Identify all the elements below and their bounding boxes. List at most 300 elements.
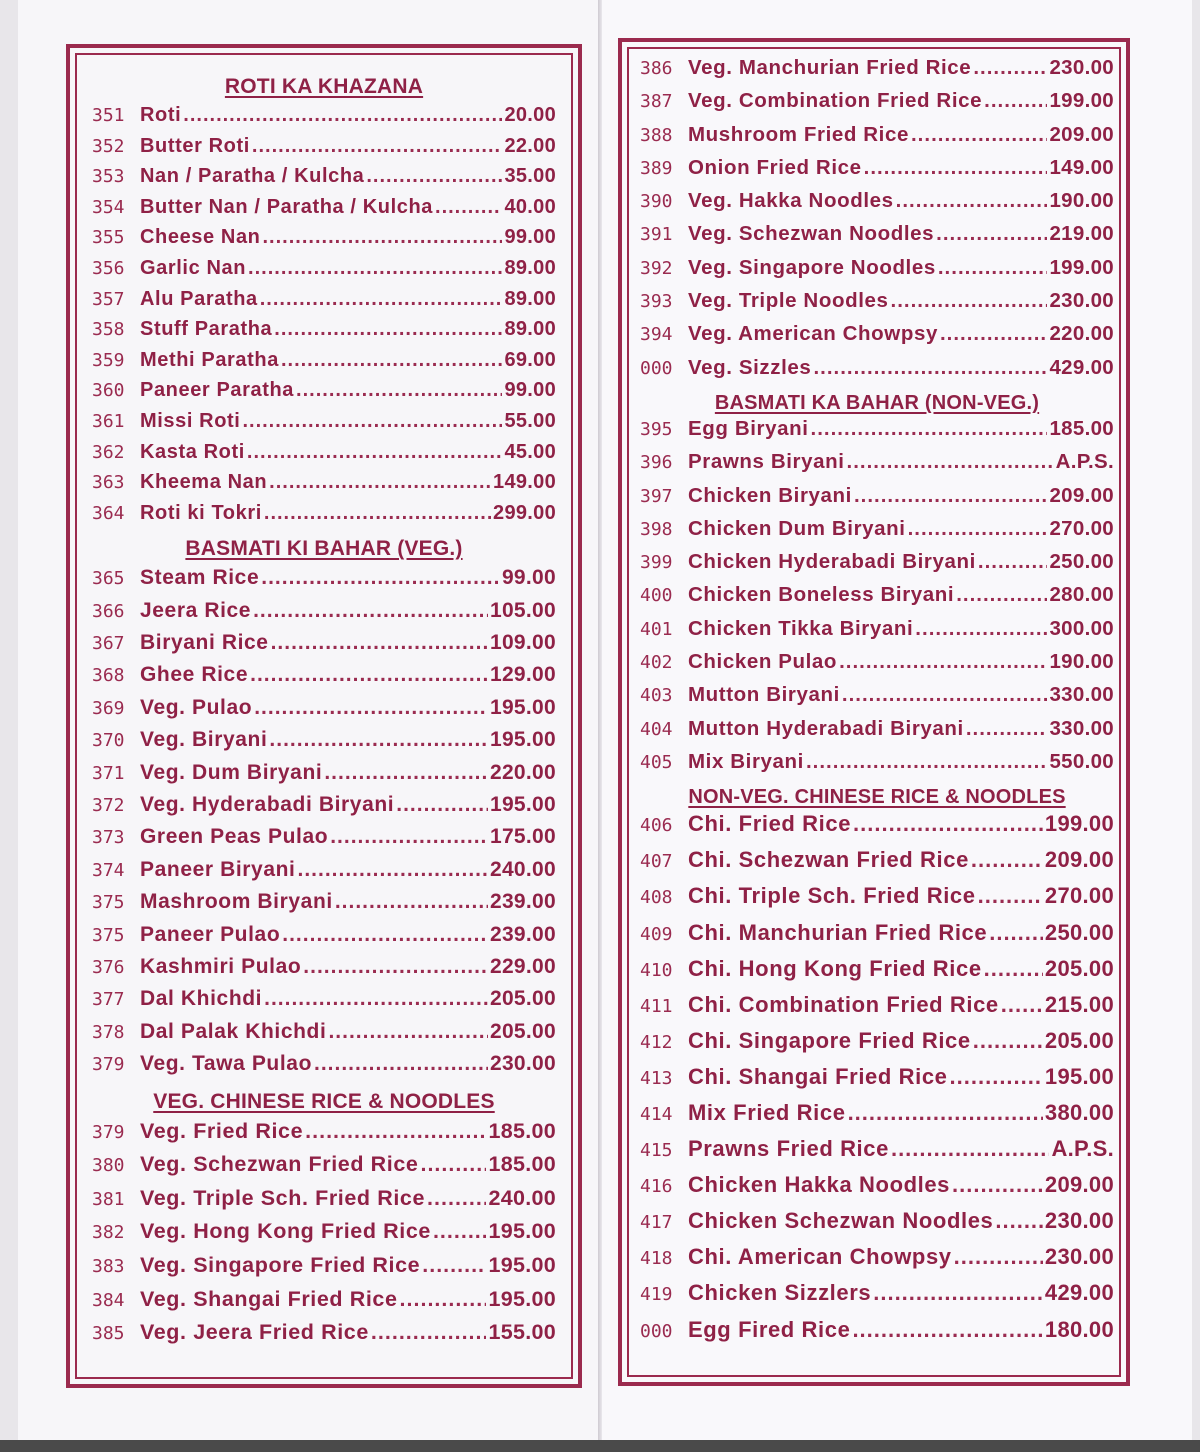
menu-item <box>92 471 556 502</box>
item-price: 230.00 <box>1049 56 1114 79</box>
item-number: 357 <box>92 288 125 310</box>
item-number: 400 <box>640 585 673 607</box>
menu-item <box>92 502 556 533</box>
item-name: Jeera Rice <box>140 598 252 622</box>
item-price: 195.00 <box>488 1252 556 1277</box>
item-price: 199.00 <box>1049 89 1114 113</box>
menu-item <box>640 1100 1114 1136</box>
item-number: 352 <box>92 135 125 157</box>
item-name: Mushroom Fried Rice <box>688 122 909 146</box>
menu-item <box>640 356 1114 389</box>
dot-leader <box>853 811 1043 837</box>
item-name: Egg Fired Rice <box>688 1316 851 1342</box>
dot-leader <box>427 1186 486 1211</box>
item-number: 358 <box>92 319 125 341</box>
menu-item <box>92 858 556 890</box>
dot-leader <box>269 471 491 494</box>
item-number: 372 <box>92 795 125 817</box>
menu-item <box>640 1028 1114 1064</box>
item-number: 378 <box>92 1021 125 1043</box>
item-price: 219.00 <box>1049 222 1114 246</box>
item-name: Chicken Dum Biryani <box>688 516 906 540</box>
menu-item <box>640 1280 1114 1316</box>
dot-leader <box>938 256 1048 280</box>
item-price: 270.00 <box>1049 516 1114 540</box>
item-name: Veg. Jeera Fried Rice <box>140 1320 369 1345</box>
item-name: Kheema Nan <box>140 471 268 494</box>
dot-leader <box>281 349 502 372</box>
menu-item <box>92 1253 556 1287</box>
item-price: 185.00 <box>488 1152 556 1177</box>
dot-leader <box>264 502 491 525</box>
item-price: 215.00 <box>1044 991 1114 1017</box>
dot-leader <box>989 920 1043 946</box>
item-number: 409 <box>640 923 673 945</box>
item-number: 375 <box>92 924 125 946</box>
item-name: Chicken Boneless Biryani <box>688 583 955 607</box>
right-menu-column <box>640 56 1114 1353</box>
menu-item <box>640 550 1114 583</box>
item-number: 404 <box>640 718 673 740</box>
menu-item <box>92 349 556 380</box>
dot-leader <box>873 1280 1043 1306</box>
item-number: 361 <box>92 410 125 432</box>
item-number: 368 <box>92 665 125 687</box>
menu-item <box>92 631 556 663</box>
menu-item <box>640 517 1114 550</box>
item-name: Chi. Combination Fried Rice <box>688 991 999 1017</box>
item-number: 371 <box>92 762 125 784</box>
item-price: 99.00 <box>504 226 556 249</box>
item-number: 373 <box>92 827 125 849</box>
item-name: Butter Roti <box>140 134 250 157</box>
item-price: 195.00 <box>1044 1063 1114 1089</box>
item-name: Prawns Biryani <box>688 450 845 474</box>
item-name: Roti ki Tokri <box>140 501 262 524</box>
item-price: 220.00 <box>489 760 556 784</box>
table-edge <box>0 1440 1200 1452</box>
item-name: Veg. Triple Noodles <box>688 289 889 313</box>
menu-section <box>640 389 1114 783</box>
item-name: Egg Biryani <box>688 416 809 440</box>
dot-leader <box>839 650 1047 674</box>
item-price: 300.00 <box>1049 616 1114 640</box>
item-number: 367 <box>92 633 125 655</box>
dot-leader <box>253 599 488 623</box>
menu-item <box>92 257 556 288</box>
dot-leader <box>847 450 1054 474</box>
item-price: 240.00 <box>488 1185 556 1210</box>
item-price: 209.00 <box>1044 847 1114 873</box>
dot-leader <box>1001 992 1043 1018</box>
dot-leader <box>254 696 488 720</box>
menu-item <box>640 992 1114 1028</box>
item-name: Veg. Singapore Fried Rice <box>140 1252 421 1277</box>
item-price: 380.00 <box>1044 1099 1114 1125</box>
item-number: 377 <box>92 989 125 1011</box>
item-number: 402 <box>640 652 673 674</box>
item-price: 205.00 <box>489 987 556 1011</box>
item-name: Veg. Schezwan Noodles <box>688 222 935 246</box>
item-price: 229.00 <box>489 955 556 978</box>
menu-item <box>640 450 1114 483</box>
item-price: 199.00 <box>1044 811 1114 837</box>
item-number: 388 <box>640 124 673 146</box>
item-name: Ghee Rice <box>140 663 249 687</box>
menu-item <box>92 890 556 922</box>
item-price: 429.00 <box>1044 1280 1114 1306</box>
item-number: 362 <box>92 441 125 463</box>
menu-item <box>92 1052 556 1084</box>
item-number: 387 <box>640 91 673 113</box>
item-name: Chi. Manchurian Fried Rice <box>688 919 988 945</box>
item-name: Dal Khichdi <box>140 987 263 1011</box>
item-price: 330.00 <box>1049 683 1114 707</box>
item-price: 239.00 <box>489 890 556 914</box>
item-name: Steam Rice <box>140 566 260 590</box>
dot-leader <box>971 847 1043 873</box>
menu-item <box>640 322 1114 355</box>
item-number: 385 <box>92 1323 125 1345</box>
item-number: 408 <box>640 887 673 909</box>
item-price: 99.00 <box>504 379 556 402</box>
item-number: 411 <box>640 995 673 1017</box>
item-price: 330.00 <box>1049 716 1114 740</box>
item-name: Chicken Sizzlers <box>688 1280 872 1306</box>
dot-leader <box>848 1100 1043 1126</box>
item-number: 381 <box>92 1188 125 1210</box>
item-price: 35.00 <box>504 165 556 188</box>
item-name: Chicken Tikka Biryani <box>688 616 914 640</box>
dot-leader <box>335 890 488 914</box>
item-number: 394 <box>640 324 673 346</box>
item-name: Chicken Hyderabadi Biryani <box>688 550 976 574</box>
item-number: 390 <box>640 191 673 213</box>
menu-item <box>92 379 556 410</box>
menu-item <box>640 811 1114 847</box>
item-name: Chicken Schezwan Noodles <box>688 1208 994 1234</box>
menu-item <box>92 1119 556 1153</box>
item-price: 250.00 <box>1049 550 1114 574</box>
section-heading: NON-VEG. CHINESE RICE & NOODLES <box>688 786 1066 809</box>
dot-leader <box>952 1172 1043 1198</box>
item-number: 416 <box>640 1176 673 1198</box>
item-price: 209.00 <box>1049 122 1114 146</box>
item-name: Chi. Triple Sch. Fried Rice <box>688 883 976 909</box>
menu-item <box>640 156 1114 189</box>
item-price: 280.00 <box>1049 583 1114 607</box>
item-price: 299.00 <box>493 501 556 524</box>
item-name: Chi. Fried Rice <box>688 811 852 837</box>
menu-item <box>640 289 1114 322</box>
item-name: Veg. Combination Fried Rice <box>688 89 983 113</box>
menu-item <box>640 1136 1114 1172</box>
dot-leader <box>864 156 1048 180</box>
item-price: A.P.S. <box>1055 450 1114 474</box>
menu-item <box>92 1186 556 1220</box>
menu-item <box>640 920 1114 956</box>
item-number: 374 <box>92 859 125 881</box>
item-number: 391 <box>640 224 673 246</box>
item-number: 396 <box>640 452 673 474</box>
menu-item <box>640 683 1114 716</box>
item-number: 401 <box>640 618 673 640</box>
item-price: 89.00 <box>504 287 556 310</box>
item-name: Alu Paratha <box>140 287 258 310</box>
menu-item <box>92 318 556 349</box>
item-name: Veg. Biryani <box>140 728 268 752</box>
item-price: 190.00 <box>1049 650 1114 674</box>
menu-item <box>92 793 556 825</box>
item-name: Kasta Roti <box>140 440 245 463</box>
menu-item <box>92 1320 556 1354</box>
item-name: Garlic Nan <box>140 256 247 279</box>
dot-leader <box>252 135 503 158</box>
item-name: Veg. Fried Rice <box>140 1118 304 1143</box>
dot-leader <box>420 1152 486 1177</box>
dot-leader <box>811 417 1048 441</box>
dot-leader <box>978 550 1048 574</box>
item-name: Roti <box>140 104 182 126</box>
dot-leader <box>371 1320 487 1345</box>
section-heading: BASMATI KI BAHAR (VEG.) <box>185 537 463 561</box>
dot-leader <box>435 196 502 219</box>
dot-leader <box>973 1028 1043 1054</box>
menu-item <box>640 484 1114 517</box>
item-price: 205.00 <box>1044 1027 1114 1053</box>
menu-item <box>92 410 556 441</box>
menu-item <box>92 987 556 1019</box>
menu-item <box>92 226 556 257</box>
item-number: 354 <box>92 196 125 218</box>
item-price: 230.00 <box>1044 1208 1114 1234</box>
menu-item <box>640 256 1114 289</box>
item-price: 220.00 <box>1049 322 1114 346</box>
item-price: 190.00 <box>1049 189 1114 213</box>
menu-item <box>92 566 556 598</box>
dot-leader <box>956 583 1047 607</box>
item-name: Green Peas Pulao <box>140 825 329 849</box>
menu-item <box>92 288 556 319</box>
menu-item <box>640 883 1114 919</box>
item-number: 382 <box>92 1222 125 1244</box>
item-number: 395 <box>640 418 673 440</box>
item-name: Veg. Dum Biryani <box>140 760 323 784</box>
dot-leader <box>263 226 503 249</box>
dot-leader <box>314 1052 488 1076</box>
item-name: Veg. Schezwan Fried Rice <box>140 1152 419 1177</box>
item-number: 370 <box>92 730 125 752</box>
item-number: 419 <box>640 1284 673 1306</box>
item-name: Veg. Hong Kong Fried Rice <box>140 1219 431 1244</box>
item-number: 353 <box>92 166 125 188</box>
item-name: Nan / Paratha / Kulcha <box>140 165 365 188</box>
menu-item <box>640 1317 1114 1353</box>
item-price: 199.00 <box>1049 255 1114 279</box>
item-number: 389 <box>640 157 673 179</box>
dot-leader <box>274 318 502 341</box>
menu-item <box>640 56 1114 89</box>
item-name: Onion Fried Rice <box>688 155 862 179</box>
item-name: Paneer Pulao <box>140 922 281 946</box>
item-price: 180.00 <box>1044 1316 1114 1342</box>
item-price: 230.00 <box>1049 289 1114 313</box>
item-name: Mutton Hyderabadi Biryani <box>688 716 964 740</box>
item-name: Dal Palak Khichdi <box>140 1019 327 1043</box>
item-name: Veg. Hyderabadi Biryani <box>140 793 395 817</box>
item-price: 185.00 <box>488 1118 556 1143</box>
item-name: Cheese Nan <box>140 226 261 249</box>
menu-item <box>640 1208 1114 1244</box>
dot-leader <box>328 1020 488 1044</box>
item-price: 129.00 <box>489 663 556 687</box>
menu-item <box>640 847 1114 883</box>
item-price: 270.00 <box>1044 883 1114 909</box>
dot-leader <box>940 322 1048 346</box>
menu-item <box>640 750 1114 783</box>
menu-item <box>92 196 556 227</box>
item-number: 359 <box>92 349 125 371</box>
dot-leader <box>954 1244 1043 1270</box>
dot-leader <box>422 1253 486 1278</box>
dot-leader <box>282 923 488 947</box>
menu-section <box>92 532 556 1084</box>
item-name: Veg. American Chowpsy <box>688 322 938 346</box>
item-number: 406 <box>640 815 673 837</box>
menu-spine <box>598 0 602 1452</box>
dot-leader <box>305 1119 486 1144</box>
dot-leader <box>966 717 1048 741</box>
item-price: 22.00 <box>504 134 556 157</box>
item-number: 365 <box>92 568 125 590</box>
menu-item <box>640 956 1114 992</box>
menu-item <box>640 1172 1114 1208</box>
item-number: 376 <box>92 957 125 978</box>
item-price: 99.00 <box>501 566 556 590</box>
item-price: 550.00 <box>1049 749 1114 773</box>
menu-item <box>640 1064 1114 1100</box>
item-price: 89.00 <box>504 256 556 279</box>
item-price: 195.00 <box>489 793 556 817</box>
dot-leader <box>303 955 488 979</box>
menu-item <box>92 441 556 472</box>
menu-item <box>640 617 1114 650</box>
item-price: 239.00 <box>489 922 556 946</box>
menu-section <box>92 70 556 532</box>
item-number: 360 <box>92 380 125 402</box>
item-price: 209.00 <box>1044 1172 1114 1198</box>
dot-leader <box>915 617 1047 641</box>
item-price: 195.00 <box>488 1219 556 1244</box>
item-name: Veg. Shangai Fried Rice <box>140 1286 398 1311</box>
item-price: 195.00 <box>489 728 556 752</box>
dot-leader <box>250 663 488 687</box>
item-number: 397 <box>640 485 673 507</box>
menu-item <box>640 89 1114 122</box>
section-heading: BASMATI KA BAHAR (NON-VEG.) <box>714 391 1040 414</box>
item-number: 384 <box>92 1289 125 1311</box>
menu-item <box>92 1152 556 1186</box>
item-number: 364 <box>92 502 125 524</box>
item-name: Chi. Schezwan Fried Rice <box>688 847 969 873</box>
item-price: 250.00 <box>1044 919 1114 945</box>
item-name: Methi Paratha <box>140 348 279 371</box>
item-price: 109.00 <box>489 631 556 655</box>
menu-item <box>92 104 556 135</box>
dot-leader <box>936 222 1047 246</box>
item-name: Missi Roti <box>140 409 241 432</box>
menu-section <box>640 783 1114 1352</box>
item-number: 383 <box>92 1255 125 1277</box>
item-name: Prawns Fried Rice <box>688 1136 889 1162</box>
item-price: 149.00 <box>493 471 556 494</box>
item-number: 386 <box>640 58 673 79</box>
dot-leader <box>813 356 1047 380</box>
item-name: Chicken Biryani <box>688 483 852 507</box>
item-name: Chi. American Chowpsy <box>688 1244 952 1270</box>
dot-leader <box>984 956 1043 982</box>
dot-leader <box>908 517 1048 541</box>
item-name: Chi. Singapore Fried Rice <box>688 1027 971 1053</box>
item-name: Veg. Pulao <box>140 695 253 719</box>
dot-leader <box>271 631 488 655</box>
item-price: 155.00 <box>488 1320 556 1345</box>
item-name: Mashroom Biryani <box>140 890 333 914</box>
item-number: 379 <box>92 1121 125 1143</box>
item-name: Biryani Rice <box>140 631 269 655</box>
item-number: 403 <box>640 685 673 707</box>
item-name: Veg. Singapore Noodles <box>688 255 936 279</box>
item-number: 355 <box>92 227 125 249</box>
item-name: Paneer Biryani <box>140 857 296 881</box>
dot-leader <box>433 1219 486 1244</box>
item-number: 399 <box>640 552 673 574</box>
item-name: Chi. Shangai Fried Rice <box>688 1063 948 1089</box>
item-name: Veg. Tawa Pulao <box>140 1052 312 1076</box>
item-number: 398 <box>640 518 673 540</box>
dot-leader <box>842 683 1048 707</box>
menu-item <box>640 123 1114 156</box>
item-number: 363 <box>92 472 125 494</box>
menu-item <box>92 663 556 695</box>
item-number: 412 <box>640 1031 673 1053</box>
item-number: 407 <box>640 851 673 873</box>
dot-leader <box>247 441 503 464</box>
item-name: Veg. Hakka Noodles <box>688 189 894 213</box>
dot-leader <box>248 257 502 280</box>
menu-item <box>92 1020 556 1052</box>
dot-leader <box>852 1317 1042 1343</box>
dot-leader <box>264 987 488 1011</box>
menu-item <box>92 825 556 857</box>
item-price: 429.00 <box>1049 355 1114 379</box>
dot-leader <box>891 1136 1050 1162</box>
menu-item <box>92 165 556 196</box>
menu-item <box>640 222 1114 255</box>
menu-item <box>92 761 556 793</box>
menu-item <box>92 696 556 728</box>
dot-leader <box>950 1064 1043 1090</box>
dot-leader <box>896 189 1048 213</box>
item-price: 240.00 <box>489 857 556 881</box>
item-number: 366 <box>92 600 125 622</box>
item-price: 185.00 <box>1049 416 1114 440</box>
item-number: 415 <box>640 1140 673 1162</box>
item-price: 205.00 <box>1044 955 1114 981</box>
item-price: 230.00 <box>1044 1244 1114 1270</box>
item-name: Kashmiri Pulao <box>140 955 302 978</box>
item-price: 195.00 <box>488 1286 556 1311</box>
